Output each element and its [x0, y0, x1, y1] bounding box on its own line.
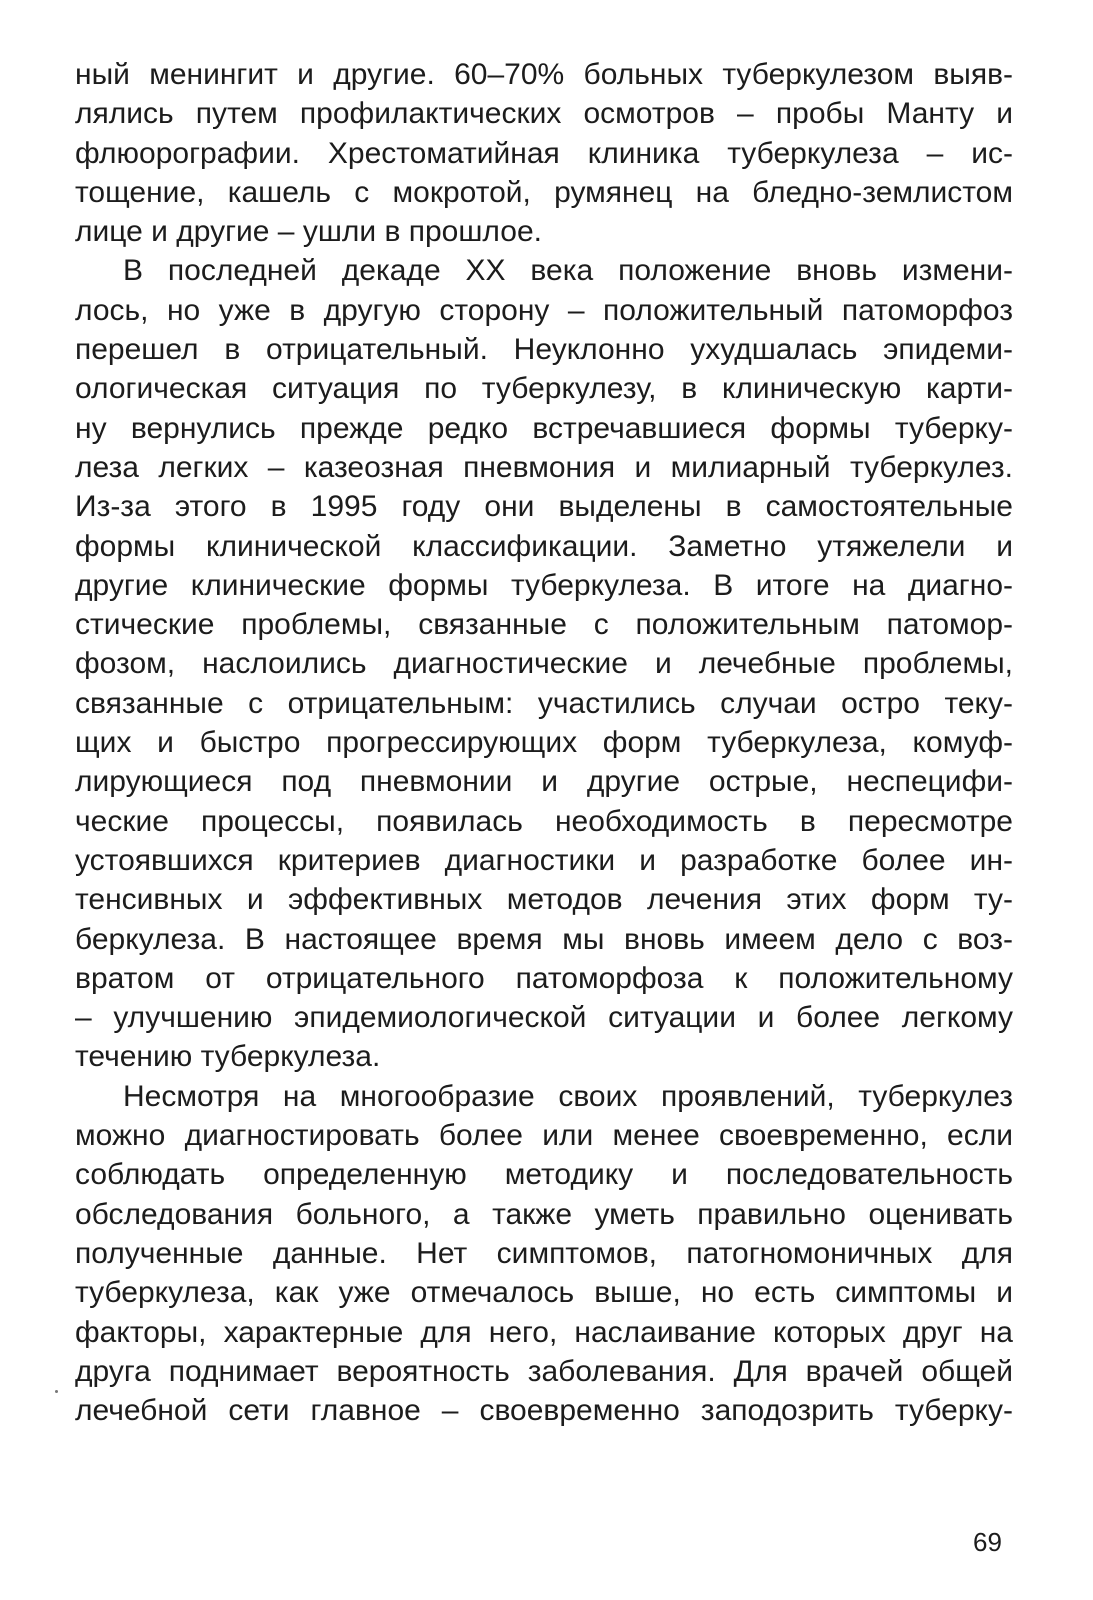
paragraph	[75, 55, 1013, 251]
text-line: друга поднимает вероятность заболевания. Для врачей общей	[75, 1354, 1013, 1388]
text-line: течению туберкулеза.	[75, 1040, 381, 1074]
text-line: устоявшихся критериев диагностики и разработке более ин-	[75, 843, 1013, 877]
text-line: ну вернулись прежде редко встречавшиеся формы туберку-	[75, 411, 1013, 445]
text-line: соблюдать определенную методику и последовательность	[75, 1158, 1013, 1192]
text-line: лечебной сети главное – своевременно заподозрить туберку-	[75, 1394, 1013, 1428]
text-line: полученные данные. Нет симптомов, патогномоничных для	[75, 1236, 1013, 1270]
text-line: фозом, наслоились диагностические и лечебные проблемы,	[75, 647, 1013, 681]
scan-speck	[55, 1390, 58, 1393]
text-line: перешел в отрицательный. Неуклонно ухудшалась эпидеми-	[75, 333, 1013, 367]
body-text	[75, 55, 1013, 1430]
text-line: связанные с отрицательным: участились случаи остро теку-	[75, 686, 1013, 720]
text-line: туберкулеза, как уже отмечалось выше, но есть симптомы и	[75, 1276, 1013, 1310]
text-line: В последней декаде XX века положение вновь измени-	[123, 254, 1013, 288]
text-line: формы клинической классификации. Заметно утяжелели и	[75, 529, 1013, 563]
text-line: стические проблемы, связанные с положительным патомор-	[75, 608, 1013, 642]
text-line: факторы, характерные для него, наслаивание которых друг на	[75, 1315, 1013, 1349]
text-line: ческие процессы, появилась необходимость в пересмотре	[75, 804, 1013, 838]
text-line: Из-за этого в 1995 году они выделены в самостоятельные	[75, 490, 1013, 524]
text-line: щих и быстро прогрессирующих форм туберкулеза, комуф-	[75, 726, 1013, 760]
paragraph	[75, 251, 1013, 1076]
text-line: другие клинические формы туберкулеза. В итоге на диагно-	[75, 568, 1013, 602]
text-line: лице и другие – ушли в прошлое.	[75, 215, 542, 249]
text-line: беркулеза. В настоящее время мы вновь имеем дело с воз-	[75, 922, 1013, 956]
text-line: лирующиеся под пневмонии и другие острые, неспецифи-	[75, 765, 1013, 799]
text-line: леза легких – казеозная пневмония и милиарный туберкулез.	[75, 450, 1013, 484]
page-number: 69	[973, 1527, 1002, 1557]
text-line: вратом от отрицательного патоморфоза к положительному	[75, 961, 1013, 995]
text-line: флюорографии. Хрестоматийная клиника туберкулеза – ис-	[75, 136, 1013, 170]
text-line: – улучшению эпидемиологической ситуации и более легкому	[75, 1001, 1013, 1035]
text-line: лялись путем профилактических осмотров – пробы Манту и	[75, 97, 1013, 131]
text-line: лось, но уже в другую сторону – положительный патоморфоз	[75, 293, 1013, 327]
text-line: тощение, кашель с мокротой, румянец на бледно-землистом	[75, 175, 1013, 209]
text-line: ный менингит и другие. 60–70% больных туберкулезом выяв-	[75, 58, 1013, 91]
text-line: обследования больного, а также уметь правильно оценивать	[75, 1197, 1013, 1231]
paragraph	[75, 1077, 1013, 1431]
text-line: ологическая ситуация по туберкулезу, в клиническую карти-	[75, 372, 1013, 406]
text-line: тенсивных и эффективных методов лечения этих форм ту-	[75, 883, 1013, 917]
text-line: можно диагностировать более или менее своевременно, если	[75, 1119, 1013, 1153]
text-line: Несмотря на многообразие своих проявлений, туберкулез	[123, 1079, 1013, 1113]
